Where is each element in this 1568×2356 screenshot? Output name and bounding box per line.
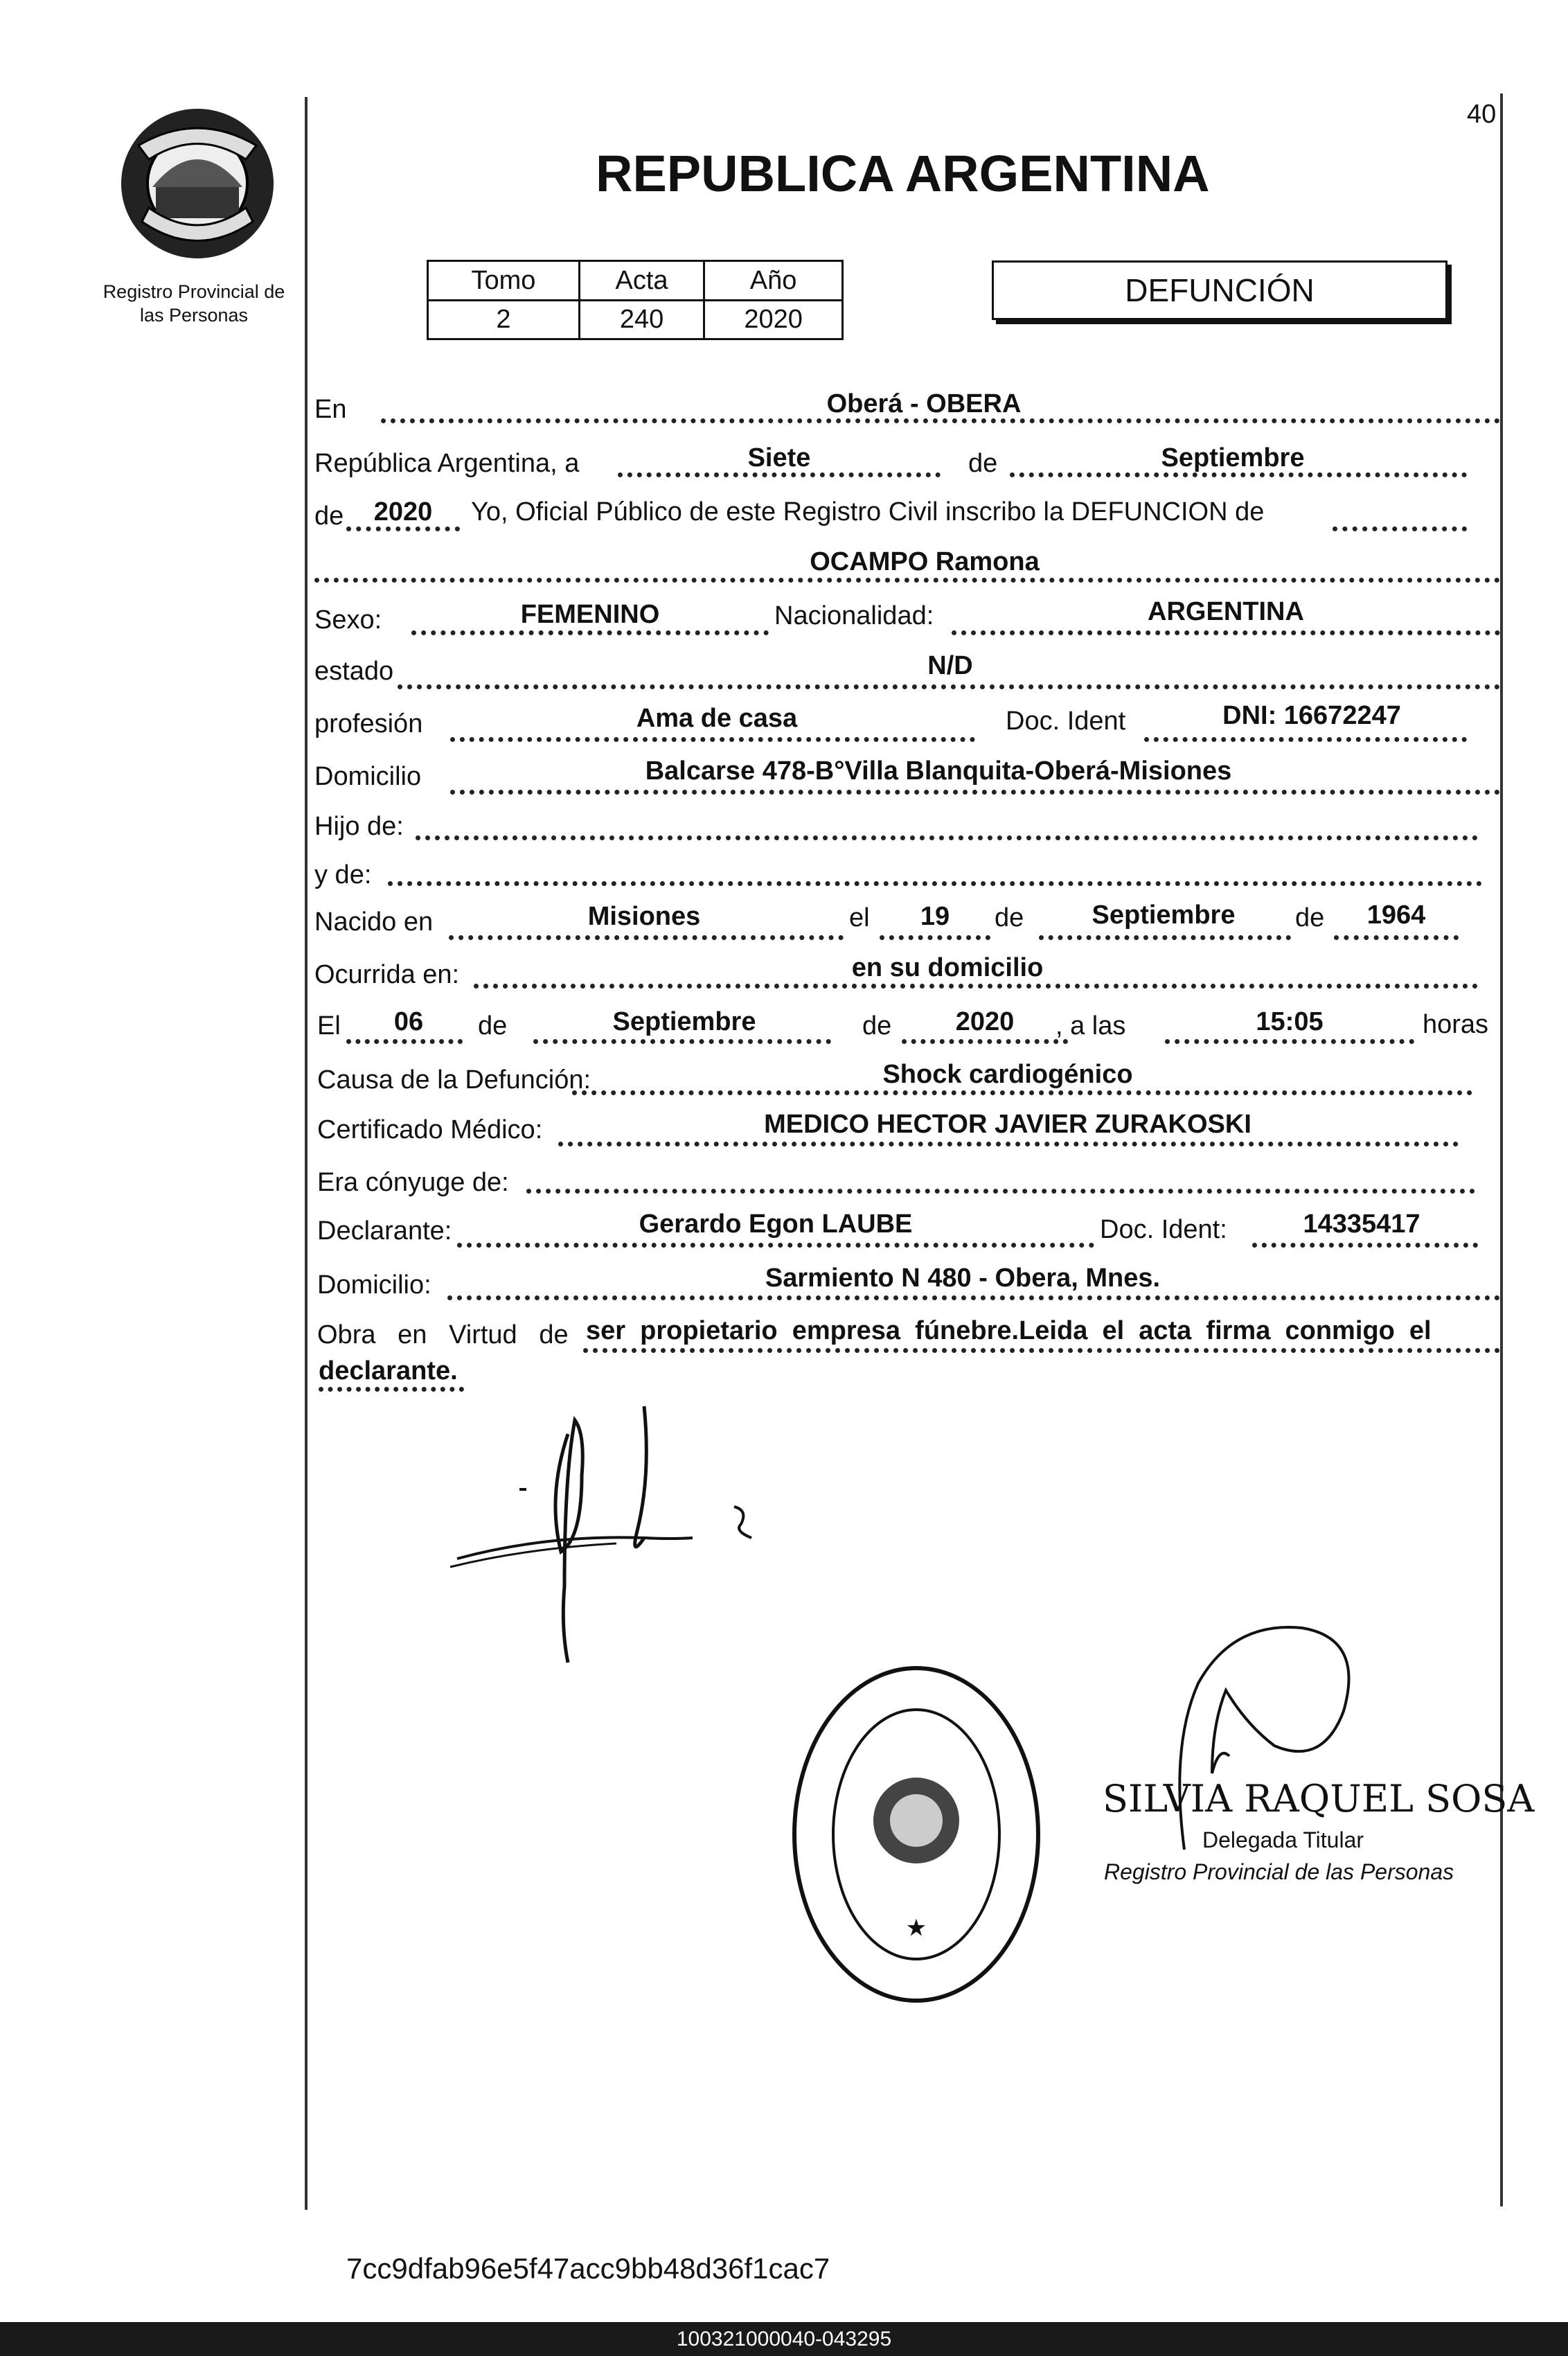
official-office: Registro Provincial de las Personas xyxy=(1104,1859,1454,1884)
en-line xyxy=(381,418,1500,423)
domicilio2-value: Sarmiento N 480 - Obera, Mnes. xyxy=(765,1264,1161,1293)
profesion-label: profesión xyxy=(314,709,423,738)
anio-value: 2020 xyxy=(704,300,843,339)
page-title: REPUBLICA ARGENTINA xyxy=(596,145,1210,202)
year-value: 2020 xyxy=(373,497,433,526)
oficial-line xyxy=(1333,526,1467,531)
declarant-signature xyxy=(443,1392,762,1669)
profesion-line xyxy=(450,737,975,742)
anio-header: Año xyxy=(704,261,843,301)
alas-label: , a las xyxy=(1055,1011,1126,1040)
horas-label: horas xyxy=(1423,1010,1489,1039)
conyuge-line xyxy=(526,1189,1475,1194)
conyuge-label: Era cónyuge de: xyxy=(317,1168,509,1197)
sexo-label: Sexo: xyxy=(314,605,382,635)
birth-year-line xyxy=(1334,935,1459,940)
nacido-value: Misiones xyxy=(587,902,701,931)
document-type: DEFUNCIÓN xyxy=(1125,272,1315,308)
birth-month: Septiembre xyxy=(1092,901,1236,930)
official-role: Delegada Titular xyxy=(1202,1827,1364,1852)
domicilio-label: Domicilio xyxy=(314,762,422,791)
de3-label: de xyxy=(995,903,1024,932)
death-day-line xyxy=(346,1039,463,1044)
declarante-line xyxy=(457,1243,1094,1248)
birth-day: 19 xyxy=(920,902,950,931)
de4-label: de xyxy=(1295,903,1325,932)
birth-day-line xyxy=(880,935,990,940)
hijo-label: Hijo de: xyxy=(314,812,404,841)
de6-label: de xyxy=(862,1011,892,1040)
de2-label: de xyxy=(314,502,344,531)
yde-label: y de: xyxy=(314,860,372,889)
registry-name-line2: las Personas xyxy=(139,305,249,326)
document-type-box xyxy=(992,260,1447,320)
tomo-header: Tomo xyxy=(428,261,580,301)
estado-value: N/D xyxy=(927,651,973,680)
domicilio-line xyxy=(450,790,1500,795)
rep-label: República Argentina, a xyxy=(314,449,580,478)
de5-label: de xyxy=(478,1011,508,1040)
en-value: Oberá - OBERA xyxy=(826,389,1022,418)
delegation-stamp-icon xyxy=(788,1661,1044,2008)
nacionalidad-line xyxy=(952,630,1500,635)
footer-bar xyxy=(0,2322,1568,2356)
en-label: En xyxy=(314,395,347,424)
death-time: 15:05 xyxy=(1256,1007,1324,1036)
acta-value: 240 xyxy=(579,300,704,339)
nacionalidad-value: ARGENTINA xyxy=(1148,597,1304,626)
sexo-line xyxy=(411,630,769,635)
causa-label: Causa de la Defunción: xyxy=(317,1065,591,1095)
death-month: Septiembre xyxy=(612,1007,756,1036)
ocurrida-value: en su domicilio xyxy=(851,953,1044,982)
right-margin-line xyxy=(1500,94,1503,2206)
acta-header: Acta xyxy=(579,261,704,301)
tomo-value: 2 xyxy=(428,300,580,339)
declarante-value: Gerardo Egon LAUBE xyxy=(639,1210,913,1239)
death-day: 06 xyxy=(393,1007,424,1036)
svg-text:★: ★ xyxy=(907,1917,926,1940)
el-label: el xyxy=(849,903,870,932)
registry-name-line1: Registro Provincial de xyxy=(103,281,285,302)
doc-value: DNI: 16672247 xyxy=(1222,701,1401,730)
death-year-line xyxy=(902,1039,1068,1044)
handwritten-signature-icon xyxy=(443,1392,762,1669)
obra-line2 xyxy=(319,1387,464,1392)
nacido-line xyxy=(449,935,844,940)
oficial-text: Yo, Oficial Público de este Registro Civil inscribo la DEFUNCION de xyxy=(471,497,1265,526)
document-hash: 7cc9dfab96e5f47acc9bb48d36f1cac7 xyxy=(346,2252,830,2285)
name-line xyxy=(314,578,1500,583)
obra-value-line2: declarante. xyxy=(319,1356,458,1385)
yde-line xyxy=(388,881,1482,886)
month-value: Septiembre xyxy=(1161,443,1305,472)
doc2-label: Doc. Ident: xyxy=(1100,1215,1227,1244)
province-seal-icon xyxy=(111,104,284,263)
estado-line xyxy=(398,684,1500,689)
province-logo xyxy=(111,104,284,263)
certificado-value: MEDICO HECTOR JAVIER ZURAKOSKI xyxy=(764,1110,1251,1139)
ocurrida-label: Ocurrida en: xyxy=(314,960,460,989)
nacido-label: Nacido en xyxy=(314,907,434,937)
day-value: Siete xyxy=(747,443,811,472)
birth-month-line xyxy=(1039,935,1291,940)
deceased-name: OCAMPO Ramona xyxy=(810,547,1040,576)
declarante-label: Declarante: xyxy=(317,1216,452,1246)
certificado-label: Certificado Médico: xyxy=(317,1115,543,1144)
birth-year: 1964 xyxy=(1366,901,1426,930)
death-year: 2020 xyxy=(955,1007,1015,1036)
hijo-line xyxy=(416,835,1478,840)
domicilio2-line xyxy=(447,1295,1500,1300)
day-line xyxy=(618,472,941,477)
left-margin-line xyxy=(305,97,308,2210)
official-name: SILVIA RAQUEL SOSA xyxy=(1103,1777,1535,1821)
delegation-seal xyxy=(788,1661,1044,2008)
doc2-line xyxy=(1252,1243,1478,1248)
profesion-value: Ama de casa xyxy=(636,704,798,733)
month-line xyxy=(1010,472,1467,477)
year-line xyxy=(346,526,460,531)
domicilio-value: Balcarse 478-B°Villa Blanquita-Oberá-Misiones xyxy=(645,756,1232,786)
doc2-value: 14335417 xyxy=(1303,1210,1420,1239)
nacionalidad-label: Nacionalidad: xyxy=(774,601,934,630)
death-month-line xyxy=(533,1039,831,1044)
obra-label: Obra en Virtud de xyxy=(317,1320,569,1349)
obra-line xyxy=(583,1348,1500,1353)
page-number: 40 xyxy=(1467,100,1497,129)
El-label: El xyxy=(317,1011,341,1040)
death-time-line xyxy=(1165,1039,1414,1044)
doc-label: Doc. Ident xyxy=(1006,707,1126,736)
obra-value-line1: ser propietario empresa fúnebre.Leida el acta firma conmigo el xyxy=(586,1316,1432,1345)
doc-line xyxy=(1144,737,1467,742)
sexo-value: FEMENINO xyxy=(520,600,660,629)
register-table xyxy=(427,260,844,340)
certificado-line xyxy=(558,1142,1459,1146)
ocurrida-line xyxy=(474,984,1478,989)
barcode-text: 100321000040-043295 xyxy=(676,2327,892,2350)
causa-value: Shock cardiogénico xyxy=(882,1060,1133,1089)
causa-line xyxy=(572,1090,1472,1095)
estado-label: estado xyxy=(314,657,394,686)
domicilio2-label: Domicilio: xyxy=(317,1270,431,1300)
de-label: de xyxy=(968,449,998,478)
